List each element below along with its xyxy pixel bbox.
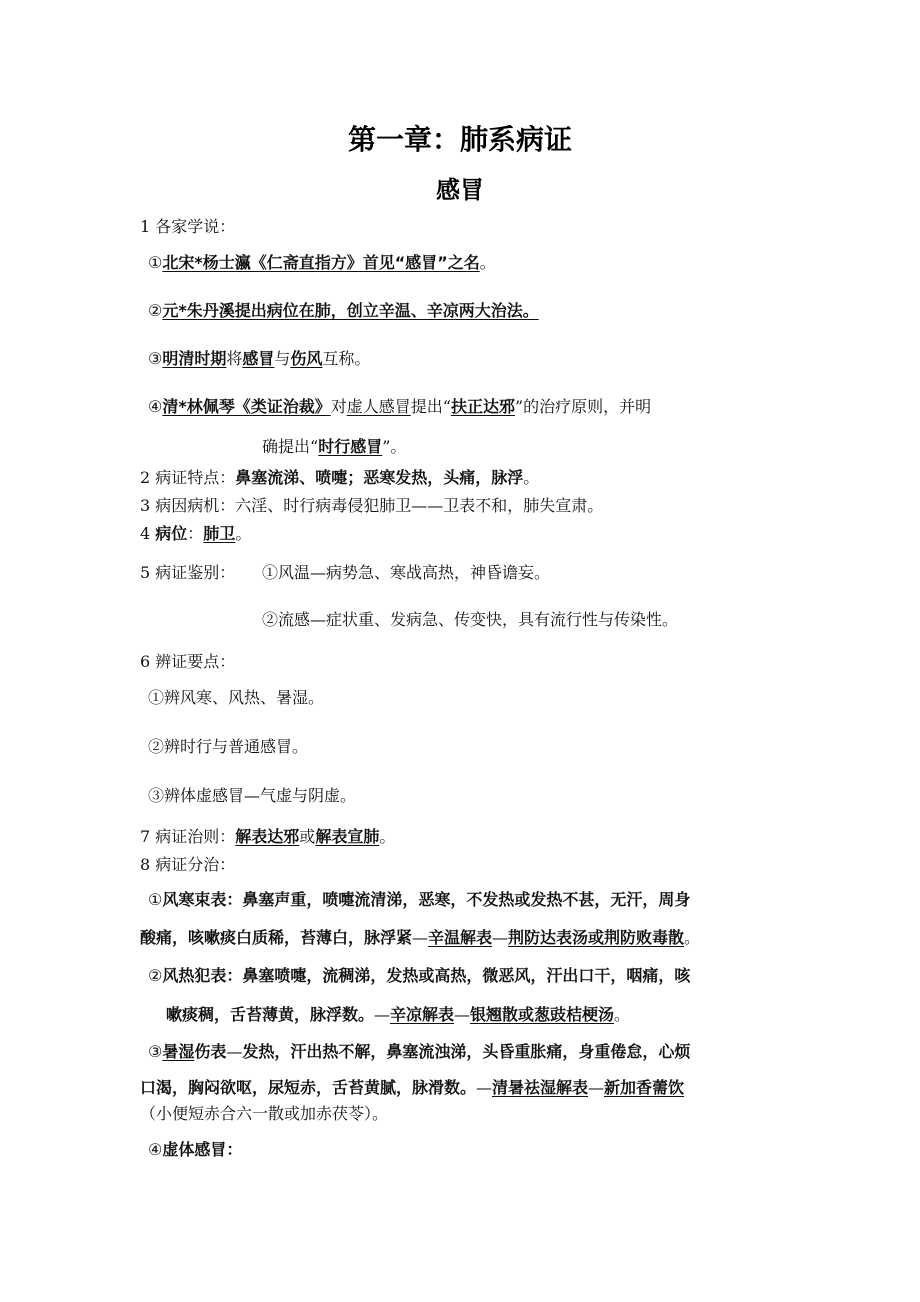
- num: 4: [140, 524, 156, 543]
- s4: [140, 523, 251, 545]
- item-num: ②: [148, 966, 163, 985]
- heading: 3 病因病机：: [140, 496, 236, 515]
- item-num: ③: [148, 1042, 163, 1061]
- text: ”的治疗原则，并明: [514, 397, 652, 416]
- symptoms: 发热，汗出热不解，鼻塞流浊涕，头昏重胀痛，身重倦怠，心烦: [242, 1042, 691, 1061]
- underlined-text: 时行感冒: [318, 437, 383, 456]
- heading: 2 病证特点：: [140, 468, 236, 487]
- dash: —: [476, 1078, 493, 1097]
- punct: 。: [614, 1005, 631, 1024]
- underlined-text: 伤风: [290, 349, 323, 368]
- s6-item-2: ②辨时行与普通感冒。: [148, 737, 309, 756]
- underlined-text: 北宋*杨士瀛《仁斋直指方》首见“感冒”之名: [162, 253, 480, 272]
- s6-item-3: ③辨体虚感冒—气虚与阴虚。: [148, 786, 357, 805]
- s1-item-2: [148, 300, 539, 322]
- symptoms: 鼻塞声重，喷嚏流清涕，恶寒，不发热或发热不甚，无汗，周身: [242, 890, 691, 909]
- treatment-method: 辛温解表: [428, 928, 493, 947]
- item-num: ③: [148, 349, 163, 368]
- punct: 。: [523, 468, 540, 487]
- underlined-text: 明清时期: [162, 349, 227, 368]
- text: 对: [330, 397, 347, 416]
- formula: 银翘散或葱豉桔梗汤: [470, 1005, 615, 1024]
- s2: [140, 467, 539, 489]
- heading: 病位: [155, 524, 188, 543]
- punct: ：: [187, 524, 204, 543]
- dash: —: [492, 928, 509, 947]
- syndrome-label: 伤表: [194, 1042, 227, 1061]
- s8-type-2: [148, 965, 690, 987]
- text: 与: [274, 349, 291, 368]
- s6-heading: 6 辨证要点：: [140, 652, 236, 671]
- s5-item-1: ①风温—病势急、寒战高热，神昏谵妄。: [262, 563, 551, 582]
- section-title: 感冒: [436, 176, 484, 204]
- text: 或: [299, 827, 316, 846]
- s8-type-3-note: （小便短赤合六一散或加赤茯苓）。: [140, 1104, 389, 1123]
- item-num: ①: [148, 890, 163, 909]
- item-num: ④: [148, 1140, 163, 1159]
- formula: 新加香薷饮: [604, 1078, 685, 1097]
- s5-heading: 5 病证鉴别：: [140, 563, 236, 582]
- punct: 。: [479, 253, 496, 272]
- item-num: ④: [148, 397, 163, 416]
- punct: 。: [379, 827, 396, 846]
- heading: 7 病证治则：: [140, 827, 236, 846]
- underlined-text: 解表宣肺: [315, 827, 380, 846]
- s8-type-3-cont: [140, 1077, 684, 1099]
- bold-text: 鼻塞流涕、喷嚏；恶寒发热，头痛，脉浮: [235, 468, 524, 487]
- s8-heading: 8 病证分治：: [140, 855, 236, 874]
- treatment-method: 清暑祛湿解表: [492, 1078, 589, 1097]
- symptoms: 嗽痰稠，舌苔薄黄，脉浮数。: [166, 1005, 375, 1024]
- underlined-text: 肺卫: [203, 524, 236, 543]
- treatment-method: 辛凉解表: [390, 1005, 455, 1024]
- s6-item-1: ①辨风寒、风热、暑湿。: [148, 688, 325, 707]
- syndrome-label: 虚体感冒：: [162, 1140, 243, 1159]
- s1-item-3: [148, 348, 370, 370]
- punct: 。: [684, 928, 701, 947]
- s1-item-4-cont: [262, 436, 406, 458]
- s3: [140, 495, 603, 517]
- dash: —: [374, 1005, 391, 1024]
- s7: [140, 826, 395, 848]
- text: ”。: [382, 437, 407, 456]
- symptoms: 酸痛，咳嗽痰白质稀，苔薄白，脉浮紧: [140, 928, 413, 947]
- s5-item-2: ②流感—症状重、发病急、传变快，具有流行性与传染性。: [262, 610, 679, 629]
- item-num: ②: [148, 301, 163, 320]
- text: 将: [226, 349, 243, 368]
- formula: 荆防达表汤或荆防败毒散: [508, 928, 685, 947]
- underlined-text: 元*朱丹溪提出病位在肺，创立辛温、辛凉两大治法。: [162, 301, 539, 320]
- s8-type-1: [148, 889, 690, 911]
- underlined-text: 暑湿: [162, 1042, 195, 1061]
- underlined-text: 解表达邪: [235, 827, 300, 846]
- dash: —: [588, 1078, 605, 1097]
- underlined-text: 扶正达邪: [450, 397, 515, 416]
- s8-type-2-cont: [166, 1004, 630, 1026]
- symptoms: 鼻塞喷嚏，流稠涕，发热或高热，微恶风，汗出口干，咽痛，咳: [242, 966, 691, 985]
- dash: —: [226, 1042, 243, 1061]
- s1-item-4: [148, 396, 651, 418]
- text: 六淫、时行病毒侵犯肺卫——卫表不和，肺失宣肃。: [235, 496, 604, 515]
- punct: 。: [235, 524, 252, 543]
- s8-type-1-cont: [140, 927, 700, 949]
- text: 确提出“: [262, 437, 319, 456]
- syndrome-label: 风寒束表：: [162, 890, 243, 909]
- dash: —: [454, 1005, 471, 1024]
- s8-type-4: [148, 1139, 242, 1161]
- s8-type-3: [148, 1041, 690, 1063]
- s1-item-1: [148, 252, 496, 274]
- syndrome-label: 风热犯表：: [162, 966, 243, 985]
- item-num: ①: [148, 253, 163, 272]
- dash: —: [412, 928, 429, 947]
- text: 互称。: [322, 349, 371, 368]
- symptoms: 口渴，胸闷欲呕，尿短赤，舌苔黄腻，脉滑数。: [140, 1078, 477, 1097]
- underlined-text: 虚人感冒: [346, 397, 411, 416]
- chapter-title: 第一章：肺系病证: [347, 123, 572, 156]
- underlined-text: 清*林佩琴《类证治裁》: [162, 397, 331, 416]
- s1-heading: 1 各家学说：: [140, 217, 236, 236]
- underlined-text: 感冒: [242, 349, 275, 368]
- text: 提出“: [410, 397, 451, 416]
